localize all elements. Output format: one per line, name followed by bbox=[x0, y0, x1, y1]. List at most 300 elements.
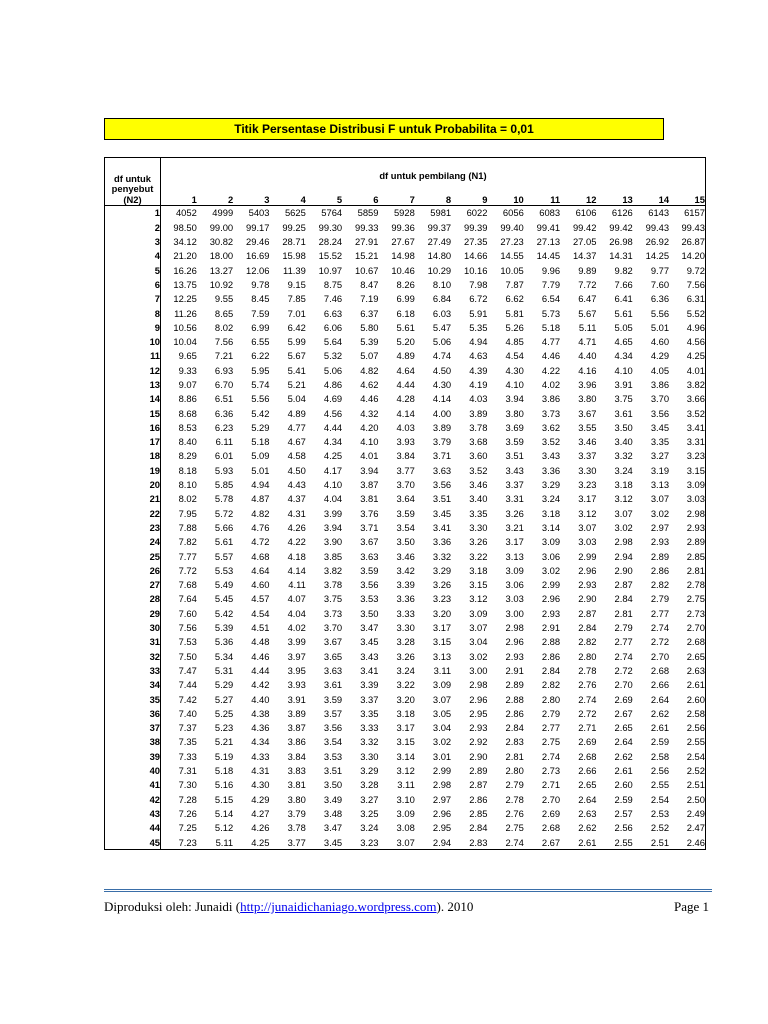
table-cell: 6.11 bbox=[215, 436, 234, 448]
table-cell: 28.71 bbox=[282, 236, 306, 248]
table-cell: 3.59 bbox=[505, 436, 524, 448]
table-cell: 4.42 bbox=[251, 679, 270, 691]
table-cell: 6.01 bbox=[214, 450, 234, 462]
table-cell: 5.57 bbox=[214, 550, 234, 562]
table-cell: 27.13 bbox=[536, 236, 561, 248]
table-cell: 98.50 bbox=[161, 220, 197, 234]
table-cell: 4.18 bbox=[287, 550, 306, 562]
row-header-n2: 25 bbox=[105, 549, 161, 563]
table-cell: 3.57 bbox=[323, 707, 343, 719]
table-cell: 7.44 bbox=[161, 678, 197, 692]
table-cell: 3.80 bbox=[578, 393, 597, 405]
row-header-n2: 12 bbox=[105, 363, 161, 377]
table-cell: 6126 bbox=[611, 207, 633, 219]
table-cell: 5.99 bbox=[287, 336, 306, 348]
table-cell: 3.42 bbox=[396, 564, 415, 576]
table-cell: 4.10 bbox=[614, 364, 633, 376]
row-header-n2: 39 bbox=[105, 749, 161, 763]
table-cell: 3.00 bbox=[505, 607, 524, 619]
table-cell: 7.79 bbox=[541, 278, 561, 290]
table-row bbox=[105, 320, 706, 334]
table-cell: 3.70 bbox=[650, 393, 670, 405]
row-header-n2: 23 bbox=[105, 521, 161, 535]
table-cell: 4.14 bbox=[396, 407, 415, 419]
table-cell: 3.61 bbox=[323, 679, 343, 691]
table-cell: 3.02 bbox=[541, 564, 561, 576]
table-cell: 3.15 bbox=[432, 636, 452, 648]
table-cell: 4.87 bbox=[251, 493, 270, 505]
table-cell: 5.07 bbox=[360, 350, 379, 362]
table-cell: 5.06 bbox=[323, 364, 343, 376]
table-cell: 5.39 bbox=[214, 622, 234, 634]
row-header-n2: 8 bbox=[105, 306, 161, 320]
table-cell: 7.98 bbox=[469, 278, 488, 290]
table-cell: 2.74 bbox=[578, 693, 597, 705]
table-cell: 3.59 bbox=[360, 564, 379, 576]
table-cell: 6083 bbox=[539, 207, 561, 219]
table-cell: 3.77 bbox=[396, 464, 415, 476]
table-cell: 10.04 bbox=[161, 335, 197, 349]
row-header-n2: 33 bbox=[105, 664, 161, 678]
row-header-n2: 9 bbox=[105, 320, 161, 334]
table-cell: 8.02 bbox=[214, 321, 234, 333]
table-cell: 3.22 bbox=[396, 679, 415, 691]
table-cell: 5.15 bbox=[214, 793, 234, 805]
table-cell: 5.74 bbox=[251, 379, 270, 390]
table-cell: 2.84 bbox=[469, 822, 488, 834]
table-row bbox=[105, 706, 706, 720]
table-cell: 4.14 bbox=[432, 393, 452, 405]
table-cell: 3.32 bbox=[360, 736, 379, 748]
table-cell: 3.15 bbox=[469, 579, 488, 591]
table-cell: 3.50 bbox=[323, 779, 343, 791]
table-cell: 2.80 bbox=[578, 650, 597, 662]
table-cell: 5.34 bbox=[214, 650, 234, 662]
table-cell: 3.90 bbox=[323, 536, 343, 548]
table-cell: 2.69 bbox=[614, 693, 633, 705]
table-cell: 4.01 bbox=[669, 363, 705, 377]
table-cell: 5.12 bbox=[214, 822, 234, 834]
table-cell: 3.15 bbox=[396, 736, 415, 748]
table-row bbox=[105, 621, 706, 635]
row-header-n2: 7 bbox=[105, 292, 161, 306]
table-cell: 2.91 bbox=[505, 664, 524, 676]
table-cell: 7.28 bbox=[161, 792, 197, 806]
table-cell: 2.75 bbox=[541, 736, 561, 748]
table-cell: 4.22 bbox=[287, 536, 306, 548]
table-cell: 2.96 bbox=[505, 636, 524, 648]
table-cell: 3.25 bbox=[360, 807, 379, 819]
table-cell: 2.72 bbox=[614, 664, 633, 676]
table-cell: 3.80 bbox=[287, 793, 306, 805]
table-cell: 3.94 bbox=[323, 521, 343, 533]
table-cell: 2.76 bbox=[505, 807, 524, 819]
table-cell: 3.28 bbox=[360, 779, 379, 791]
table-cell: 2.54 bbox=[650, 793, 670, 805]
table-cell: 14.66 bbox=[463, 250, 488, 262]
table-cell: 2.93 bbox=[541, 607, 561, 619]
table-cell: 3.54 bbox=[396, 521, 415, 533]
table-cell: 12.25 bbox=[161, 292, 197, 306]
table-cell: 4.44 bbox=[251, 664, 270, 676]
table-cell: 2.67 bbox=[614, 707, 633, 719]
table-cell: 2.60 bbox=[614, 779, 633, 791]
table-cell: 2.71 bbox=[541, 779, 561, 791]
table-cell: 4.56 bbox=[323, 407, 343, 419]
table-cell: 4.30 bbox=[251, 779, 270, 791]
table-cell: 3.47 bbox=[360, 622, 379, 634]
table-row bbox=[105, 692, 706, 706]
table-cell: 5.18 bbox=[214, 765, 234, 777]
table-cell: 3.29 bbox=[432, 564, 452, 576]
table-row bbox=[105, 449, 706, 463]
table-cell: 3.35 bbox=[469, 507, 488, 519]
table-cell: 3.07 bbox=[650, 493, 670, 505]
table-cell: 8.02 bbox=[161, 492, 197, 506]
table-body bbox=[105, 158, 706, 850]
table-cell: 3.94 bbox=[360, 464, 379, 476]
table-row bbox=[105, 792, 706, 806]
table-cell: 2.55 bbox=[669, 735, 705, 749]
table-cell: 4.67 bbox=[287, 436, 306, 448]
table-cell: 4.34 bbox=[614, 350, 633, 362]
table-cell: 2.61 bbox=[560, 835, 596, 850]
table-cell: 3.67 bbox=[323, 636, 343, 648]
table-cell: 4.72 bbox=[251, 536, 270, 548]
table-cell: 3.45 bbox=[360, 636, 379, 648]
row-header-n2: 42 bbox=[105, 792, 161, 806]
table-cell: 5625 bbox=[284, 207, 306, 219]
table-cell: 4.56 bbox=[669, 335, 705, 349]
table-cell: 27.35 bbox=[463, 236, 488, 248]
table-cell: 3.65 bbox=[323, 650, 343, 662]
row-header-n2: 36 bbox=[105, 706, 161, 720]
table-cell: 3.23 bbox=[342, 835, 378, 850]
table-cell: 4.07 bbox=[287, 593, 306, 605]
row-header-n2: 32 bbox=[105, 649, 161, 663]
table-row bbox=[105, 363, 706, 377]
table-cell: 2.52 bbox=[650, 822, 670, 834]
table-cell: 4.77 bbox=[287, 421, 306, 433]
row-header-n2: 2 bbox=[105, 220, 161, 234]
table-row bbox=[105, 521, 706, 535]
table-cell: 2.64 bbox=[650, 693, 670, 705]
table-cell: 5.47 bbox=[432, 321, 452, 333]
table-cell: 6.70 bbox=[214, 379, 234, 390]
table-cell: 3.80 bbox=[505, 407, 524, 419]
table-cell: 8.53 bbox=[161, 420, 197, 434]
table-cell: 3.56 bbox=[432, 479, 452, 491]
table-cell: 2.64 bbox=[614, 736, 633, 748]
table-cell: 3.91 bbox=[287, 693, 306, 705]
table-cell: 3.21 bbox=[505, 521, 524, 533]
table-row bbox=[105, 549, 706, 563]
df-penyebut-header bbox=[105, 158, 161, 206]
table-cell: 3.06 bbox=[541, 550, 561, 562]
row-header-n2: 4 bbox=[105, 249, 161, 263]
table-cell: 9.78 bbox=[251, 278, 270, 290]
table-cell: 3.75 bbox=[323, 593, 343, 605]
table-cell: 3.14 bbox=[541, 521, 561, 533]
table-cell: 6.37 bbox=[360, 307, 379, 319]
table-cell: 2.73 bbox=[669, 606, 705, 620]
table-cell: 4.26 bbox=[251, 822, 270, 834]
table-cell: 2.63 bbox=[669, 664, 705, 678]
table-cell: 3.63 bbox=[323, 664, 343, 676]
page-number: Page 1 bbox=[673, 899, 709, 914]
table-row bbox=[105, 649, 706, 663]
table-cell: 8.86 bbox=[161, 392, 197, 406]
table-cell: 4.50 bbox=[287, 464, 306, 476]
row-header-n2: 27 bbox=[105, 578, 161, 592]
footer-link[interactable]: http://junaidichaniago.wordpress.com bbox=[240, 899, 437, 914]
table-cell: 3.56 bbox=[323, 722, 343, 734]
table-cell: 3.18 bbox=[614, 479, 633, 491]
column-header-n1: 4 bbox=[269, 194, 305, 206]
footer-prefix: Diproduksi oleh: Junaidi ( bbox=[104, 899, 241, 914]
table-cell: 4.25 bbox=[233, 835, 269, 850]
table-cell: 99.43 bbox=[669, 220, 705, 234]
table-cell: 3.17 bbox=[396, 722, 415, 734]
table-cell: 4.54 bbox=[505, 350, 524, 362]
table-cell: 3.78 bbox=[323, 579, 343, 591]
table-cell: 4.30 bbox=[432, 379, 452, 390]
table-cell: 3.33 bbox=[396, 607, 415, 619]
table-cell: 3.49 bbox=[323, 793, 343, 805]
table-cell: 2.46 bbox=[669, 835, 705, 850]
table-cell: 3.51 bbox=[505, 450, 524, 462]
table-cell: 3.47 bbox=[323, 822, 343, 834]
table-row bbox=[105, 578, 706, 592]
table-cell: 3.67 bbox=[578, 407, 597, 419]
table-cell: 6.54 bbox=[541, 293, 561, 305]
table-cell: 2.83 bbox=[451, 835, 487, 850]
table-cell: 3.81 bbox=[287, 779, 306, 791]
table-cell: 10.67 bbox=[355, 264, 379, 276]
table-cell: 3.01 bbox=[432, 750, 452, 762]
df-penyebut-line-2: penyebut bbox=[111, 183, 154, 195]
table-cell: 3.43 bbox=[360, 650, 379, 662]
table-cell: 14.37 bbox=[572, 250, 597, 262]
table-cell: 5.56 bbox=[650, 307, 670, 319]
row-header-n2: 5 bbox=[105, 263, 161, 277]
table-cell: 27.91 bbox=[355, 236, 379, 248]
df-pembilang-header: df untuk pembilang (N1) bbox=[161, 158, 706, 195]
table-cell: 3.24 bbox=[360, 822, 379, 834]
table-cell: 9.07 bbox=[161, 378, 197, 392]
table-cell: 3.13 bbox=[505, 550, 524, 562]
table-cell: 4.65 bbox=[614, 336, 633, 348]
table-cell: 4.29 bbox=[650, 350, 670, 362]
row-header-n2: 22 bbox=[105, 506, 161, 520]
table-cell: 10.92 bbox=[209, 278, 234, 290]
table-cell: 27.67 bbox=[391, 236, 415, 248]
table-cell: 5.27 bbox=[214, 693, 234, 705]
table-cell: 2.80 bbox=[505, 765, 524, 777]
table-cell: 2.78 bbox=[669, 578, 705, 592]
table-cell: 3.29 bbox=[360, 765, 379, 777]
table-cell: 7.31 bbox=[161, 764, 197, 778]
table-cell: 3.33 bbox=[360, 722, 379, 734]
table-cell: 9.15 bbox=[287, 278, 306, 290]
table-cell: 2.69 bbox=[541, 807, 561, 819]
table-row bbox=[105, 206, 706, 221]
row-header-n2: 26 bbox=[105, 563, 161, 577]
table-row bbox=[105, 821, 706, 835]
table-cell: 14.80 bbox=[427, 250, 452, 262]
table-cell: 2.80 bbox=[541, 693, 561, 705]
table-cell: 5.32 bbox=[323, 350, 343, 362]
table-cell: 3.70 bbox=[323, 622, 343, 634]
table-cell: 2.50 bbox=[669, 792, 705, 806]
table-cell: 2.59 bbox=[650, 736, 670, 748]
table-row bbox=[105, 492, 706, 506]
table-cell: 34.12 bbox=[161, 235, 197, 249]
table-cell: 4.89 bbox=[287, 407, 306, 419]
table-cell: 2.86 bbox=[469, 793, 488, 805]
table-cell: 3.18 bbox=[541, 507, 561, 519]
table-cell: 3.09 bbox=[432, 679, 452, 691]
table-cell: 10.16 bbox=[463, 264, 488, 276]
table-cell: 3.66 bbox=[669, 392, 705, 406]
table-cell: 4.76 bbox=[251, 521, 270, 533]
table-cell: 3.48 bbox=[323, 807, 343, 819]
table-cell: 6.99 bbox=[396, 293, 415, 305]
table-cell: 8.29 bbox=[161, 449, 197, 463]
table-cell: 3.26 bbox=[396, 650, 415, 662]
table-cell: 3.52 bbox=[669, 406, 705, 420]
table-cell: 4.02 bbox=[541, 379, 561, 390]
table-cell: 5.67 bbox=[287, 350, 306, 362]
table-cell: 7.82 bbox=[161, 535, 197, 549]
table-cell: 9.89 bbox=[578, 264, 597, 276]
table-cell: 5.06 bbox=[432, 336, 452, 348]
table-cell: 3.84 bbox=[287, 750, 306, 762]
table-cell: 4.57 bbox=[251, 593, 270, 605]
table-cell: 2.96 bbox=[432, 807, 452, 819]
table-cell: 3.02 bbox=[432, 736, 452, 748]
table-cell: 4.46 bbox=[541, 350, 561, 362]
table-cell: 3.04 bbox=[469, 636, 488, 648]
table-cell: 3.12 bbox=[396, 765, 415, 777]
table-cell: 3.83 bbox=[287, 765, 306, 777]
table-cell: 3.54 bbox=[323, 736, 343, 748]
row-header-n2: 11 bbox=[105, 349, 161, 363]
table-cell: 4999 bbox=[212, 207, 234, 219]
table-cell: 2.87 bbox=[578, 607, 597, 619]
row-header-n2: 31 bbox=[105, 635, 161, 649]
table-cell: 4.22 bbox=[541, 364, 561, 376]
table-cell: 3.87 bbox=[360, 479, 379, 491]
table-cell: 9.96 bbox=[541, 264, 561, 276]
table-cell: 3.30 bbox=[360, 750, 379, 762]
table-row bbox=[105, 335, 706, 349]
table-cell: 2.49 bbox=[669, 806, 705, 820]
table-cell: 15.98 bbox=[282, 250, 306, 262]
table-title: Titik Persentase Distribusi F untuk Probabilita = 0,01 bbox=[104, 118, 664, 140]
table-cell: 7.68 bbox=[161, 578, 197, 592]
table-cell: 2.88 bbox=[541, 636, 561, 648]
table-cell: 2.77 bbox=[614, 636, 633, 648]
table-cell: 2.99 bbox=[578, 550, 597, 562]
table-cell: 16.26 bbox=[161, 263, 197, 277]
table-cell: 2.85 bbox=[469, 807, 488, 819]
table-cell: 2.89 bbox=[469, 765, 488, 777]
table-cell: 3.13 bbox=[432, 650, 452, 662]
table-cell: 5.18 bbox=[541, 321, 561, 333]
table-cell: 3.07 bbox=[432, 693, 452, 705]
table-cell: 14.98 bbox=[391, 250, 415, 262]
table-cell: 5.73 bbox=[541, 307, 561, 319]
table-cell: 99.37 bbox=[427, 221, 452, 233]
table-cell: 99.00 bbox=[209, 221, 234, 233]
table-cell: 3.99 bbox=[323, 507, 343, 519]
table-cell: 2.94 bbox=[614, 550, 633, 562]
table-cell: 2.79 bbox=[650, 593, 670, 605]
table-cell: 2.52 bbox=[669, 764, 705, 778]
table-cell: 5.39 bbox=[360, 336, 379, 348]
table-cell: 3.23 bbox=[578, 479, 597, 491]
table-cell: 5.26 bbox=[505, 321, 524, 333]
table-cell: 5.81 bbox=[505, 307, 524, 319]
table-cell: 9.55 bbox=[214, 293, 234, 305]
table-cell: 3.86 bbox=[650, 379, 670, 390]
table-cell: 5.42 bbox=[214, 607, 234, 619]
table-cell: 5.72 bbox=[214, 507, 234, 519]
table-cell: 5.95 bbox=[251, 364, 270, 376]
table-cell: 5.36 bbox=[214, 636, 234, 648]
row-header-n2: 3 bbox=[105, 235, 161, 249]
table-cell: 6.06 bbox=[323, 321, 343, 333]
table-cell: 4.77 bbox=[541, 336, 561, 348]
table-cell: 2.64 bbox=[578, 793, 597, 805]
table-cell: 5.05 bbox=[614, 321, 633, 333]
table-cell: 2.95 bbox=[469, 707, 488, 719]
table-cell: 2.89 bbox=[505, 679, 524, 691]
table-cell: 7.26 bbox=[161, 806, 197, 820]
table-cell: 7.85 bbox=[287, 293, 306, 305]
table-cell: 3.82 bbox=[323, 564, 343, 576]
column-header-n1: 13 bbox=[596, 194, 632, 206]
table-row bbox=[105, 835, 706, 850]
table-cell: 2.98 bbox=[432, 779, 452, 791]
table-cell: 3.11 bbox=[433, 664, 452, 676]
table-cell: 2.68 bbox=[541, 822, 561, 834]
table-cell: 3.75 bbox=[614, 393, 633, 405]
column-header-n1: 8 bbox=[415, 194, 451, 206]
table-cell: 3.43 bbox=[505, 464, 524, 476]
table-cell: 3.64 bbox=[396, 493, 415, 505]
table-cell: 4.27 bbox=[251, 807, 270, 819]
table-row bbox=[105, 506, 706, 520]
table-cell: 3.18 bbox=[469, 564, 488, 576]
table-cell: 3.93 bbox=[287, 679, 306, 691]
table-cell: 3.86 bbox=[541, 393, 561, 405]
table-cell: 5.16 bbox=[214, 779, 234, 791]
table-cell: 2.84 bbox=[614, 593, 633, 605]
table-cell: 3.60 bbox=[469, 450, 488, 462]
table-cell: 5.11 bbox=[578, 321, 597, 333]
table-cell: 3.35 bbox=[360, 707, 379, 719]
table-cell: 3.63 bbox=[432, 464, 452, 476]
table-cell: 3.09 bbox=[505, 564, 524, 576]
table-cell: 2.94 bbox=[415, 835, 451, 850]
table-cell: 3.20 bbox=[396, 693, 415, 705]
table-cell: 3.07 bbox=[378, 835, 414, 850]
table-cell: 13.27 bbox=[209, 264, 234, 276]
table-cell: 3.09 bbox=[396, 807, 415, 819]
table-cell: 5.61 bbox=[214, 536, 234, 548]
